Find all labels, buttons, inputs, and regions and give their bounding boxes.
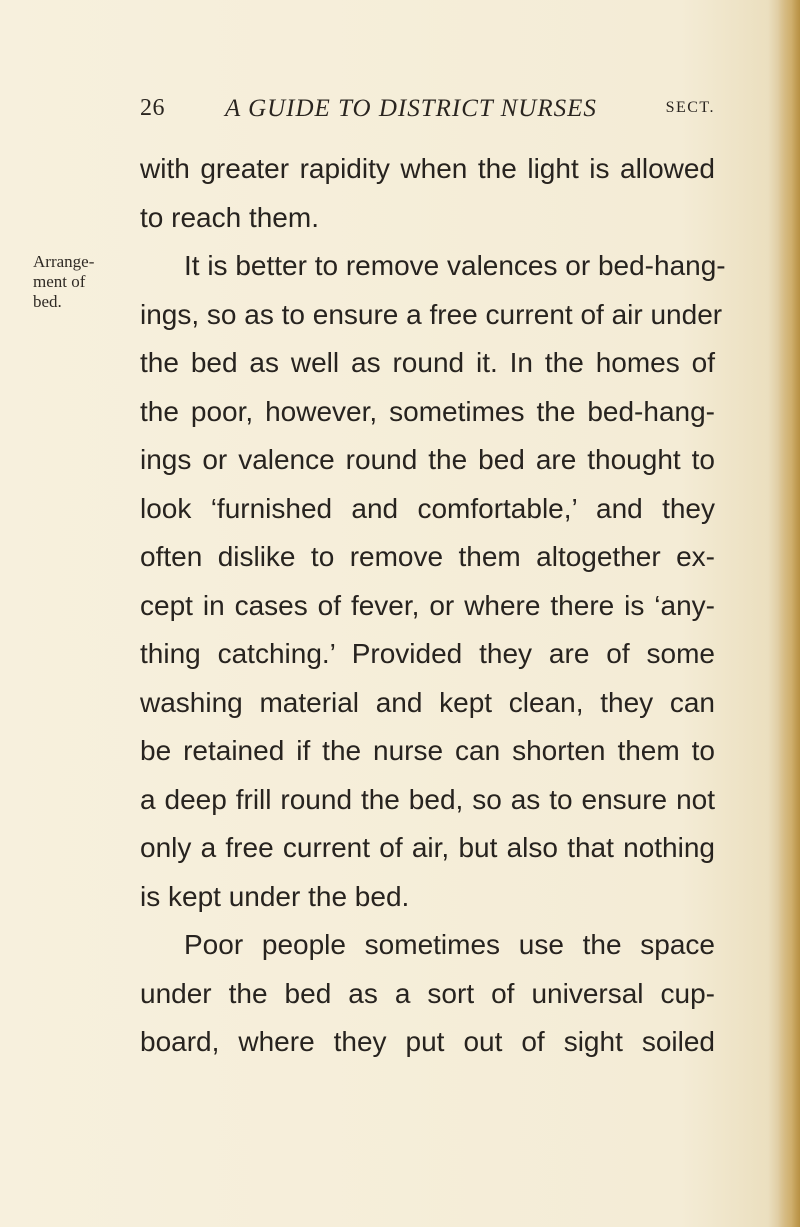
page-edge-shadow: [778, 0, 800, 1227]
text-line: with greater rapidity when the light is allowed: [140, 153, 715, 184]
text-line: the poor, however, sometimes the bed-hang-: [140, 395, 715, 427]
text-line: cept in cases of fever, or where there is ‘any-: [140, 589, 715, 621]
text-line: It is better to remove valences or bed-hang-: [184, 250, 726, 281]
text-line: under the bed as a sort of universal cup-: [140, 977, 715, 1009]
body-text: [140, 145, 726, 1067]
text-line: the bed as well as round it. In the homes of: [140, 347, 715, 378]
text-line: to reach them.: [140, 201, 319, 233]
text-line: often dislike to remove them altogether ex-: [140, 541, 715, 572]
text-line: look ‘furnished and comfortable,’ and they: [140, 492, 715, 524]
running-title: A GUIDE TO DISTRICT NURSES: [225, 95, 597, 122]
section-label: SECT.: [665, 99, 715, 116]
text-line: board, where they put out of sight soiled: [140, 1026, 715, 1057]
margin-note-line: Arrange-: [33, 252, 95, 271]
text-line: be retained if the nurse can shorten them to: [140, 735, 715, 766]
margin-note: [33, 252, 123, 312]
text-line: thing catching.’ Provided they are of some: [140, 638, 715, 669]
text-line: ings, so as to ensure a free current of air under: [140, 298, 723, 330]
page-number: 26: [140, 95, 165, 121]
text-line: only a free current of air, but also that nothing: [140, 832, 715, 863]
text-line: washing material and kept clean, they can: [140, 686, 715, 718]
margin-note-line: bed.: [33, 292, 62, 311]
text-line: ings or valence round the bed are thought to: [140, 444, 715, 475]
text-line: a deep frill round the bed, so as to ensure not: [140, 783, 715, 815]
page-header: [140, 95, 715, 131]
text-line: Poor people sometimes use the space: [184, 929, 715, 960]
text-line: is kept under the bed.: [140, 880, 410, 912]
margin-note-line: ment of: [33, 272, 86, 291]
